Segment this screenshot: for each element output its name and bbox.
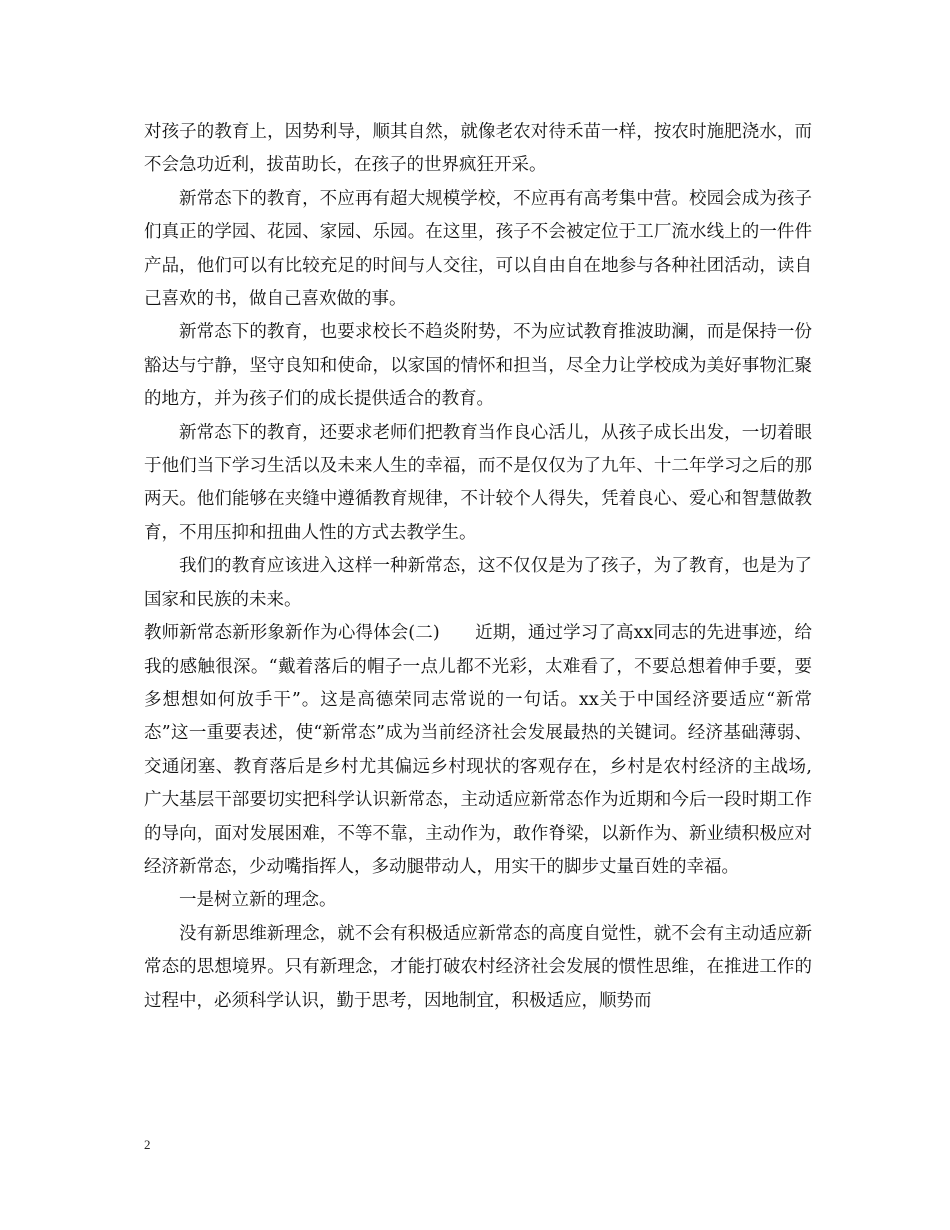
paragraph-4: 新常态下的教育，还要求老师们把教育当作良心活儿，从孩子成长出发，一切着眼于他们当下学习生活以及未来人生的幸福，而不是仅仅为了九年、十二年学习之后的那两天。他们能够在夹缝中遵循教育规律，不计较个人得失，凭着良心、爱心和智慧做教育，不用压抑和扭曲人性的方式去教学生。 (144, 422, 812, 543)
paragraph-5: 我们的教育应该进入这样一种新常态，这不仅仅是为了孩子，为了教育，也是为了国家和民族的未来。 (144, 556, 812, 610)
paragraph-7: 一是树立新的理念。 (179, 890, 337, 911)
document-body (144, 116, 812, 1018)
paragraph-6-section-title: 教师新常态新形象新作为心得体会(二) 近期，通过学习了高xx同志的先进事迹，给我的感触很深。“戴着落后的帽子一点儿都不光彩，太难看了，不要总想着伸手要，要多想想如何放手干”。这是高德荣同志常说的一句话。xx关于中国经济要适应“新常态”这一重要表述，使“新常态”成为当前经济社会发展最热的关键词。经济基础薄弱、交通闭塞、教育落后是乡村尤其偏远乡村现状的客观存在，乡村是农村经济的主战场,广大基层干部要切实把科学认识新常态，主动适应新常态作为近期和今后一段时期工作的导向，面对发展困难，不等不靠，主动作为，敢作脊梁，以新作为、新业绩积极应对经济新常态，少动嘴指挥人，多动腿带动人，用实干的脚步丈量百姓的幸福。 (144, 623, 812, 877)
paragraph-8: 没有新思维新理念，就不会有积极适应新常态的高度自觉性，就不会有主动适应新常态的思想境界。只有新理念，才能打破农村经济社会发展的惯性思维，在推进工作的过程中，必须科学认识，勤于思考，因地制宜，积极适应，顺势而 (144, 923, 812, 1011)
page-number: 2 (144, 1137, 151, 1152)
paragraph-1: 对孩子的教育上，因势利导，顺其自然，就像老农对待禾苗一样，按农时施肥浇水，而不会急功近利，拔苗助长，在孩子的世界疯狂开采。 (144, 122, 812, 176)
paragraph-3: 新常态下的教育，也要求校长不趋炎附势，不为应试教育推波助澜，而是保持一份豁达与宁静，坚守良知和使命，以家国的情怀和担当，尽全力让学校成为美好事物汇聚的地方，并为孩子们的成长提供适合的教育。 (144, 322, 812, 410)
paragraph-2: 新常态下的教育，不应再有超大规模学校，不应再有高考集中营。校园会成为孩子们真正的学园、花园、家园、乐园。在这里，孩子不会被定位于工厂流水线上的一件件产品，他们可以有比较充足的时间与人交往，可以自由自在地参与各种社团活动，读自己喜欢的书，做自己喜欢做的事。 (144, 188, 812, 310)
